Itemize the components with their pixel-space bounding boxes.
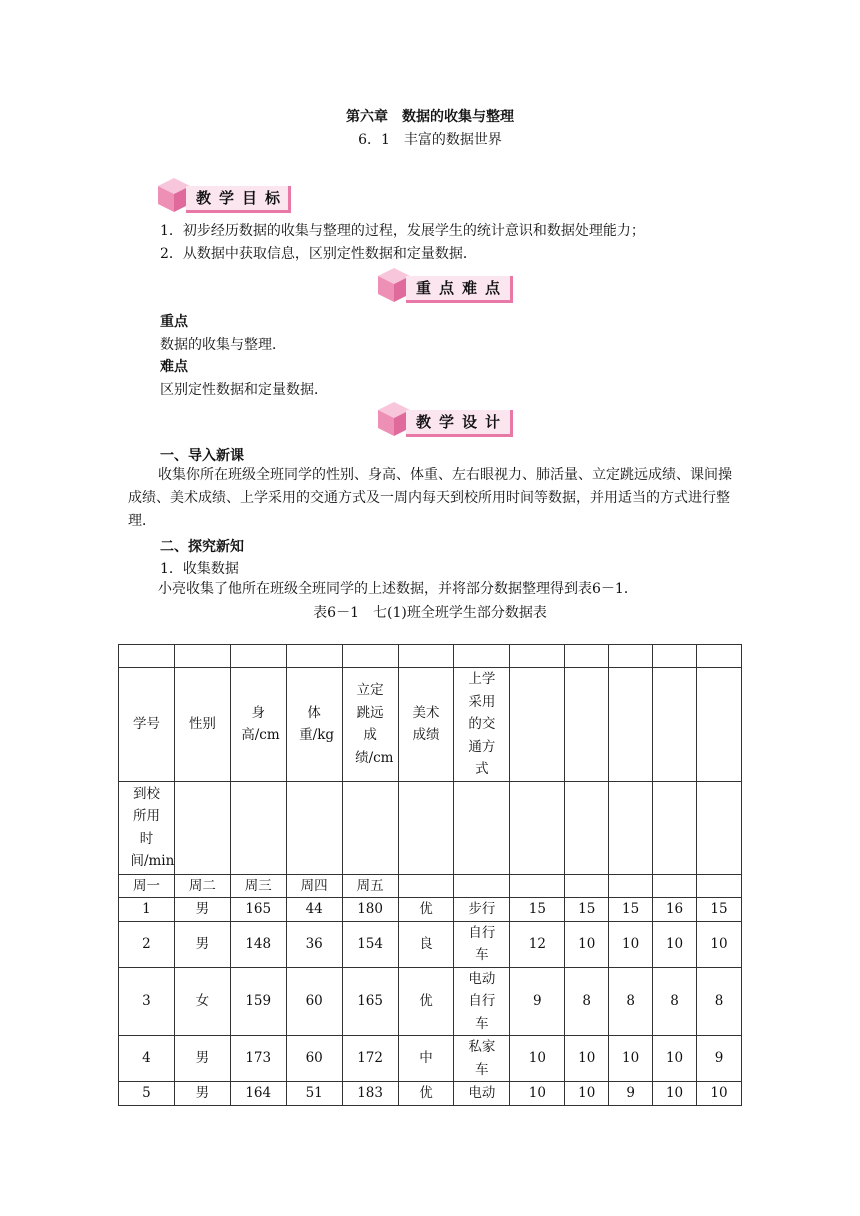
cell: 183 <box>342 1082 398 1106</box>
header-long-jump: 立定跳远成绩/cm <box>342 668 398 782</box>
table-header-row <box>119 668 742 782</box>
cell: 良 <box>398 921 454 967</box>
cell: 10 <box>609 1036 653 1082</box>
cell: 51 <box>286 1082 342 1106</box>
cell: 60 <box>286 1036 342 1082</box>
cell: 9 <box>696 1036 741 1082</box>
cell: 优 <box>398 898 454 922</box>
part2-subheading: 1．收集数据 <box>160 561 239 577</box>
cell: 10 <box>696 1082 741 1106</box>
header-art-grade: 美术成绩 <box>398 668 454 782</box>
table-days-row <box>119 874 742 898</box>
cell: 8 <box>565 967 609 1036</box>
cell: 15 <box>609 898 653 922</box>
table-row <box>119 1082 742 1106</box>
goals-banner <box>156 176 290 214</box>
day-thursday: 周四 <box>286 874 342 898</box>
table-row <box>119 898 742 922</box>
cell: 8 <box>609 967 653 1036</box>
cell: 10 <box>653 1036 697 1082</box>
part2-paragraph: 小亮收集了他所在班级全班同学的上述数据，并将部分数据整理得到表6－1． <box>158 581 638 597</box>
table-time-header-row <box>119 781 742 874</box>
day-tuesday: 周二 <box>174 874 230 898</box>
header-transport: 上学采用的交通方式 <box>454 668 510 782</box>
table-row <box>119 967 742 1036</box>
goal-item-1: 1．初步经历数据的收集与整理的过程，发展学生的统计意识和数据处理能力； <box>160 223 645 239</box>
cell: 4 <box>119 1036 175 1082</box>
cell: 女 <box>174 967 230 1036</box>
cell: 180 <box>342 898 398 922</box>
cell: 2 <box>119 921 175 967</box>
cell: 10 <box>565 1036 609 1082</box>
day-wednesday: 周三 <box>230 874 286 898</box>
cell: 10 <box>653 921 697 967</box>
cell: 9 <box>510 967 565 1036</box>
cell: 私家车 <box>454 1036 510 1082</box>
cell: 15 <box>510 898 565 922</box>
part1-paragraph: 收集你所在班级全班同学的性别、身高、体重、左右眼视力、肺活量、立定跳远成绩、课间操成绩、美术成绩、上学采用的交通方式及一周内每天到校所用时间等数据，并用适当的方式进行整理． <box>128 467 732 529</box>
keypoints-title: 重点难点 <box>406 276 513 303</box>
cell: 9 <box>609 1082 653 1106</box>
cell: 8 <box>653 967 697 1036</box>
cell: 男 <box>174 1036 230 1082</box>
cell: 10 <box>653 1082 697 1106</box>
cell: 165 <box>230 898 286 922</box>
header-weight: 体重/kg <box>286 668 342 782</box>
table-row <box>119 921 742 967</box>
keypoints-banner <box>376 266 512 304</box>
goal-item-2: 2．从数据中获取信息，区别定性数据和定量数据． <box>160 246 477 262</box>
cell: 10 <box>609 921 653 967</box>
cell: 男 <box>174 921 230 967</box>
cell: 1 <box>119 898 175 922</box>
cell: 电动 <box>454 1082 510 1106</box>
student-data-table <box>118 644 742 1106</box>
focus-label: 重点 <box>160 314 188 330</box>
cell: 10 <box>696 921 741 967</box>
cell: 10 <box>565 1082 609 1106</box>
section-title: 6．1 丰富的数据世界 <box>358 132 502 148</box>
cell: 10 <box>565 921 609 967</box>
cell: 男 <box>174 1082 230 1106</box>
cell: 5 <box>119 1082 175 1106</box>
part2-heading: 二、探究新知 <box>160 539 244 555</box>
day-monday: 周一 <box>119 874 175 898</box>
cell: 148 <box>230 921 286 967</box>
header-height: 身高/cm <box>230 668 286 782</box>
cell: 15 <box>565 898 609 922</box>
cell: 165 <box>342 967 398 1036</box>
table-empty-row <box>119 645 742 668</box>
cell: 3 <box>119 967 175 1036</box>
cell: 16 <box>653 898 697 922</box>
cell: 15 <box>696 898 741 922</box>
header-gender: 性别 <box>174 668 230 782</box>
cell: 优 <box>398 1082 454 1106</box>
goals-title: 教学目标 <box>186 186 291 213</box>
chapter-title: 第六章 数据的收集与整理 <box>346 109 514 125</box>
cell: 优 <box>398 967 454 1036</box>
table-row <box>119 1036 742 1082</box>
difficulty-text: 区别定性数据和定量数据． <box>160 382 328 398</box>
header-student-id: 学号 <box>119 668 175 782</box>
cell: 154 <box>342 921 398 967</box>
design-banner <box>376 400 512 438</box>
cell: 12 <box>510 921 565 967</box>
cell: 44 <box>286 898 342 922</box>
design-title: 教学设计 <box>406 410 513 437</box>
cell: 172 <box>342 1036 398 1082</box>
cell: 36 <box>286 921 342 967</box>
cell: 男 <box>174 898 230 922</box>
cell: 173 <box>230 1036 286 1082</box>
cell: 159 <box>230 967 286 1036</box>
header-time-to-school: 到校所用时间/min <box>119 781 175 874</box>
cell: 8 <box>696 967 741 1036</box>
cell: 10 <box>510 1036 565 1082</box>
table-caption: 表6－1 七(1)班全班学生部分数据表 <box>313 605 547 621</box>
cell: 电动自行车 <box>454 967 510 1036</box>
cell: 中 <box>398 1036 454 1082</box>
cell: 自行车 <box>454 921 510 967</box>
part1-heading: 一、导入新课 <box>160 448 244 464</box>
cell: 10 <box>510 1082 565 1106</box>
day-friday: 周五 <box>342 874 398 898</box>
cell: 步行 <box>454 898 510 922</box>
difficulty-label: 难点 <box>160 359 188 375</box>
cell: 60 <box>286 967 342 1036</box>
cell: 164 <box>230 1082 286 1106</box>
focus-text: 数据的收集与整理． <box>160 337 286 353</box>
